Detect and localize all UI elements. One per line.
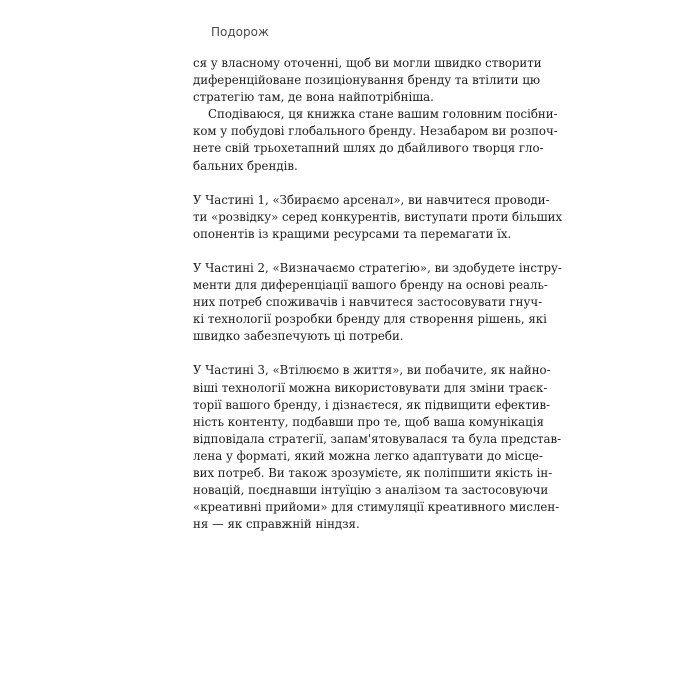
paragraph-gap xyxy=(193,345,510,362)
text-line: ком у побудові глобального бренду. Незабаром ви розпоч- xyxy=(193,124,558,139)
text-line: менти для диференціації вашого бренду на основі реаль- xyxy=(193,278,548,293)
text-line: «креативні прийоми» для стимуляції креативного мислен- xyxy=(193,500,560,515)
text-line: новацій, поєднавши інтуїцію з аналізом та застосовуючи xyxy=(193,483,549,498)
text-line: вих потреб. Ви також зрозумієте, як поліпшити якість ін- xyxy=(193,465,553,480)
text-line: кі технології розробки бренду для створення рішень, які xyxy=(193,312,547,327)
paragraph-gap xyxy=(193,243,510,260)
text-line: них потреб споживачів і навчитеся застосовувати гнуч- xyxy=(193,295,543,310)
paragraph xyxy=(193,260,562,345)
text-line: стратегію там, де вона найпотрібніша. xyxy=(193,90,434,105)
text-line: ність контенту, подбавши про те, щоб ваша комунікація xyxy=(193,414,544,429)
paragraph xyxy=(193,55,542,106)
paragraph-gap xyxy=(193,175,510,192)
text-line: лена у форматі, який можна легко адаптувати до місце- xyxy=(193,448,543,463)
text-line: У Частині 3, «Втілюємо в життя», ви побачите, як найно- xyxy=(193,363,551,378)
text-line: Сподіваюся, ця книжка стане вашим головним посібни- xyxy=(208,107,558,122)
text-line: ся у власному оточенні, щоб ви могли швидко створити xyxy=(193,56,542,70)
text-line: ти «розвідку» серед конкурентів, виступати проти більших xyxy=(193,209,563,224)
running-head: Подорож xyxy=(211,25,269,39)
text-line: бальних брендів. xyxy=(193,158,298,173)
body-text xyxy=(193,55,563,533)
text-line: віші технології можна використовувати для зміни траєк- xyxy=(193,380,548,395)
paragraph xyxy=(193,106,558,174)
text-line: диференційоване позиціонування бренду та втілити цю xyxy=(193,73,541,88)
text-line: ня — як справжній ніндзя. xyxy=(193,517,360,532)
text-line: У Частині 2, «Визначаємо стратегію», ви здобудете інстру- xyxy=(193,260,562,275)
text-line: торії вашого бренду, і дізнаєтеся, як підвищити ефектив- xyxy=(193,397,551,412)
text-line: опонентів із кращими ресурсами та перемагати їх. xyxy=(193,226,512,241)
text-line: відповідала стратегії, запам'ятовувалася та була представ- xyxy=(193,431,562,446)
text-line: нете свій трьохетапний шлях до дбайливого творця гло- xyxy=(193,141,544,156)
paragraph xyxy=(193,192,563,243)
text-line: швидко забезпечують ці потреби. xyxy=(193,329,404,344)
paragraph xyxy=(193,362,562,533)
text-line: У Частині 1, «Збираємо арсенал», ви навчитеся проводи- xyxy=(193,192,550,207)
